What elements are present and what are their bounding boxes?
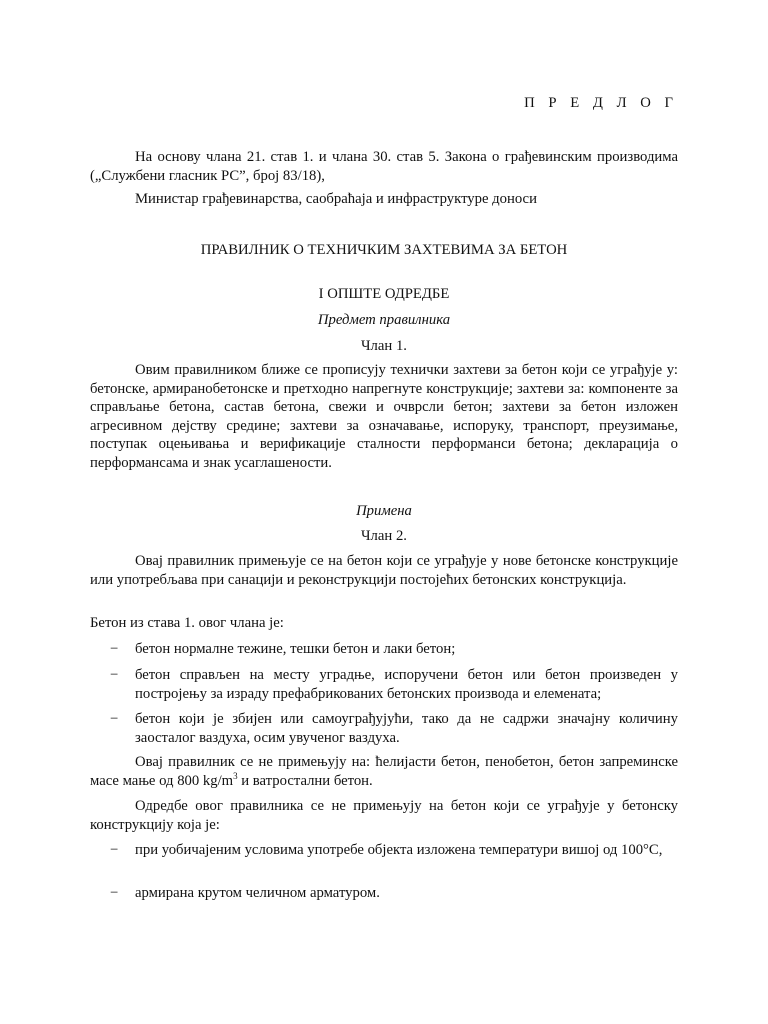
article-1-label: Члан 1.: [361, 338, 407, 354]
subject-subheading: Предмет правилника: [317, 312, 451, 328]
dash-bullet: −: [110, 885, 119, 901]
article-2-paragraph-3: [90, 753, 678, 790]
article-1-paragraph: Овим правилником ближе се прописују технички захтеви за бетон који се уграђује у: бетонске, армиранобетонске и претходно напрегнуте конструкције; захтеви за: компоненте за справљање бетона, састав бетона, свежи и очврсли бетон; захтеви за бетон изложен агресивном дејству средине; захтеви за означавање, испоруку, транспорт, преузимање, поступак оцењивања и верификације сталности перформанси бетона; декларација о перформансама и знак усаглашености.: [90, 362, 678, 471]
list-item-text: бетон који је збијен или самоуграђујући, тако да не садржи значајну количину заосталог ваздуха, осим увученог ваздуха.: [135, 711, 678, 746]
application-subheading: Примена: [356, 503, 412, 519]
article-2-paragraph-2: Бетон из става 1. овог члана је:: [90, 615, 284, 631]
proposal-label: П Р Е Д Л О Г: [524, 95, 678, 111]
superscript-3: 3: [233, 770, 238, 781]
dash-bullet: −: [110, 842, 119, 858]
list-item: [110, 640, 678, 659]
preamble-basis: На основу члана 21. став 1. и члана 30. став 5. Закона о грађевинским производима („Службени гласник РС”, број 83/18),: [90, 149, 678, 184]
dash-bullet: −: [110, 641, 119, 657]
article-2-label: Члан 2.: [361, 528, 407, 544]
list-item: [110, 884, 678, 903]
list-item: [110, 666, 678, 703]
list-item-text: армирана крутом челичном арматуром.: [135, 885, 380, 901]
list-item: [110, 710, 678, 747]
list-item-text: бетон справљен на месту уградње, испоручени бетон или бетон произведен у постројењу за израду префабрикованих бетонских производа и елемената;: [135, 667, 678, 702]
list-item-text: бетон нормалне тежине, тешки бетон и лаки бетон;: [135, 641, 456, 657]
paragraph-3-text-end: и ватростални бетон.: [237, 772, 373, 789]
paragraph-3-text: Овај правилник се не примењују на: ћелијасти бетон, пенобетон, бетон запреминске масе мање од 800 kg/m: [90, 754, 678, 789]
list-item: [110, 841, 678, 860]
article-2-paragraph-4: Одредбе овог правилника се не примењују на бетон који се уграђује у бетонску конструкцију која је:: [90, 798, 678, 833]
list-item-text: при уобичајеним условима употребе објекта изложена температури вишој од 100°C,: [135, 842, 663, 858]
document-title: ПРАВИЛНИК О ТЕХНИЧКИМ ЗАХТЕВИМА ЗА БЕТОН: [200, 242, 568, 258]
dash-bullet: −: [110, 711, 119, 727]
section-heading: I ОПШТЕ ОДРЕДБЕ: [318, 286, 450, 302]
preamble-minister: Министар грађевинарства, саобраћаја и инфраструктуре доноси: [135, 191, 537, 207]
article-2-paragraph-1: Овај правилник примењује се на бетон који се уграђује у нове бетонске конструкције или употребљава при санацији и реконструкцији постојећих бетонских конструкција.: [90, 553, 678, 588]
dash-bullet: −: [110, 667, 119, 683]
